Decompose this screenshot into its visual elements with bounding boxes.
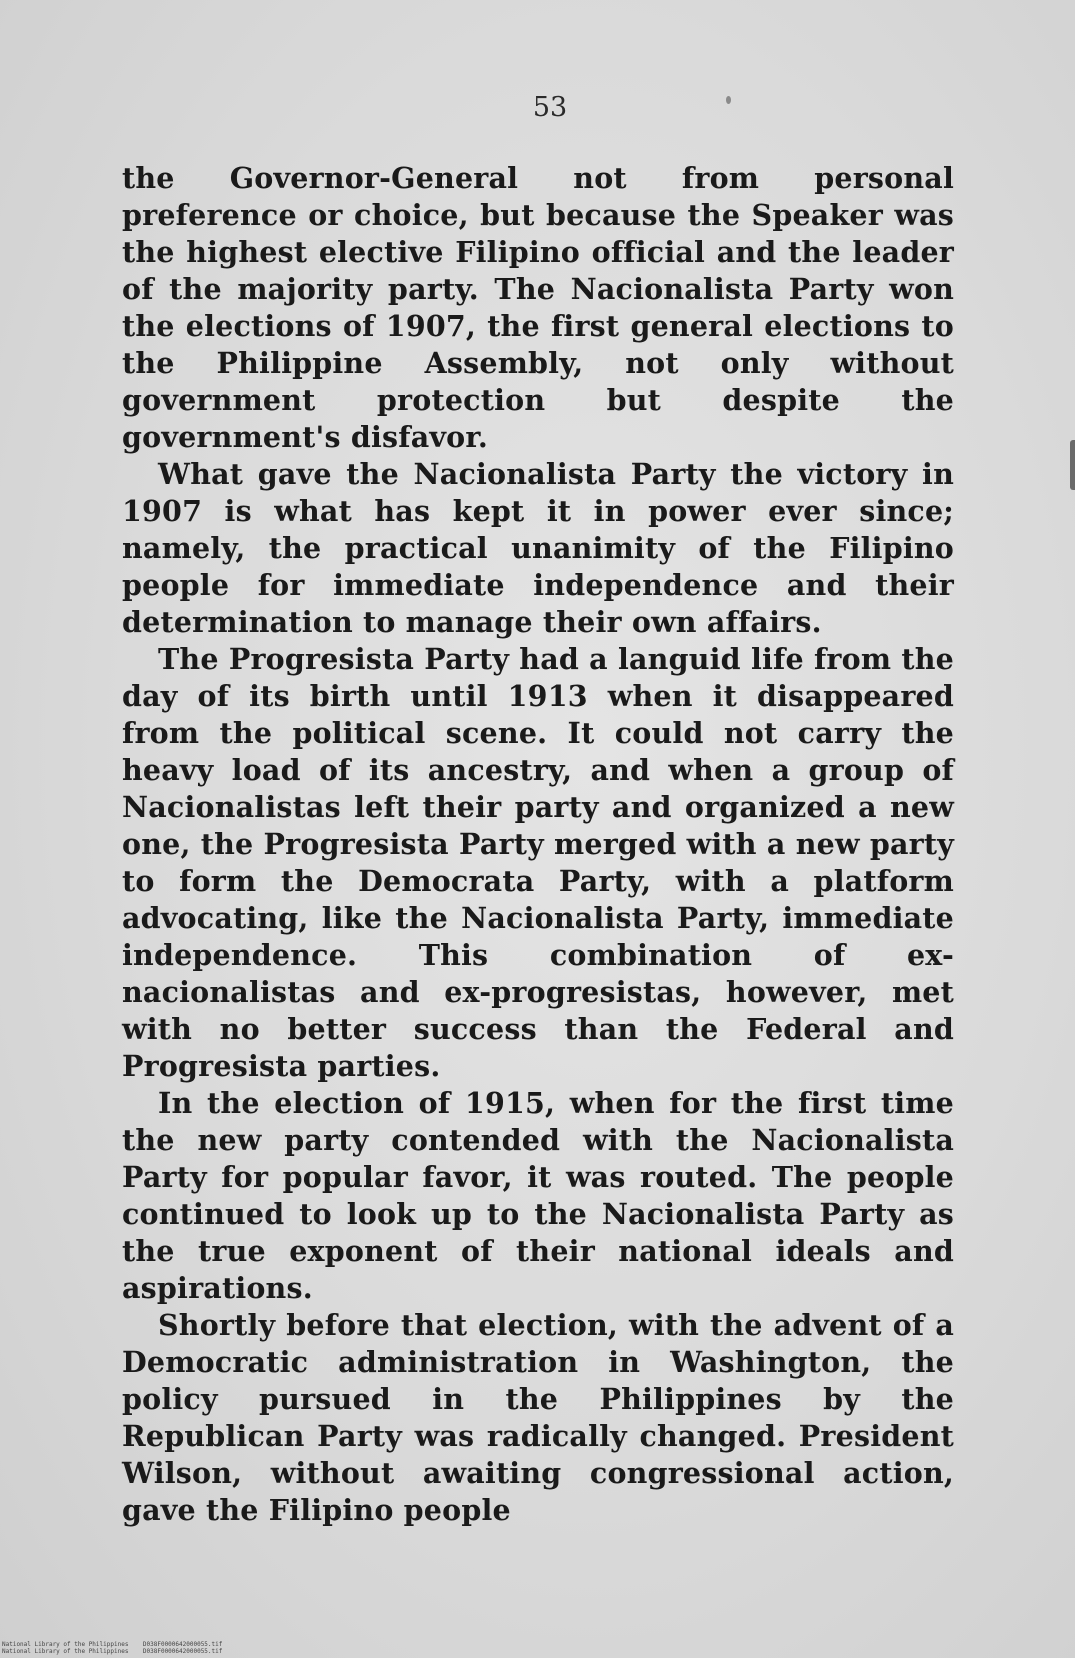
footer-library: National Library of the Philippines	[2, 1648, 129, 1655]
body-text	[122, 160, 954, 1529]
scan-footer	[2, 1641, 222, 1655]
paragraph: the Governor-General not from personal preference or choice, but because the Speaker was the highest elective Filipino official and the leader of the majority party. The Nacionalista Party won the elections of 1907, the first general elections to the Philippine Assembly, not only without government protection but despite the government's disfavor.	[122, 161, 954, 454]
footer-file: D038F0000642000055.tif	[142, 1648, 223, 1655]
footer-file: D038F0000642000055.tif	[142, 1641, 223, 1648]
paragraph: What gave the Nacionalista Party the victory in 1907 is what has kept it in power ever since; namely, the practical unanimity of the Filipino people for immediate independence and their determination to manage their own affairs.	[122, 457, 954, 639]
paragraph: Shortly before that election, with the advent of a Democratic administration in Washington, the policy pursued in the Philippines by the Republican Party was radically changed. President Wilson, without awaiting congressional action, gave the Filipino people	[122, 1308, 954, 1527]
paragraph: The Progresista Party had a languid life from the day of its birth until 1913 when it disappeared from the political scene. It could not carry the heavy load of its ancestry, and when a group of Nacionalistas left their party and organized a new one, the Progresista Party merged with a new party to form the Democrata Party, with a platform advocating, like the Nacionalista Party, immediate independence. This combination of ex-nacionalistas and ex-progresistas, however, met with no better success than the Federal and Progresista parties.	[122, 642, 954, 1083]
page-number: 53	[532, 92, 568, 123]
footer-library: National Library of the Philippines	[2, 1641, 129, 1648]
page-edge-mark	[1070, 440, 1075, 490]
paragraph: In the election of 1915, when for the first time the new party contended with the Nacionalista Party for popular favor, it was routed. The people continued to look up to the Nacionalista Party as the true exponent of their national ideals and aspirations.	[122, 1086, 954, 1305]
